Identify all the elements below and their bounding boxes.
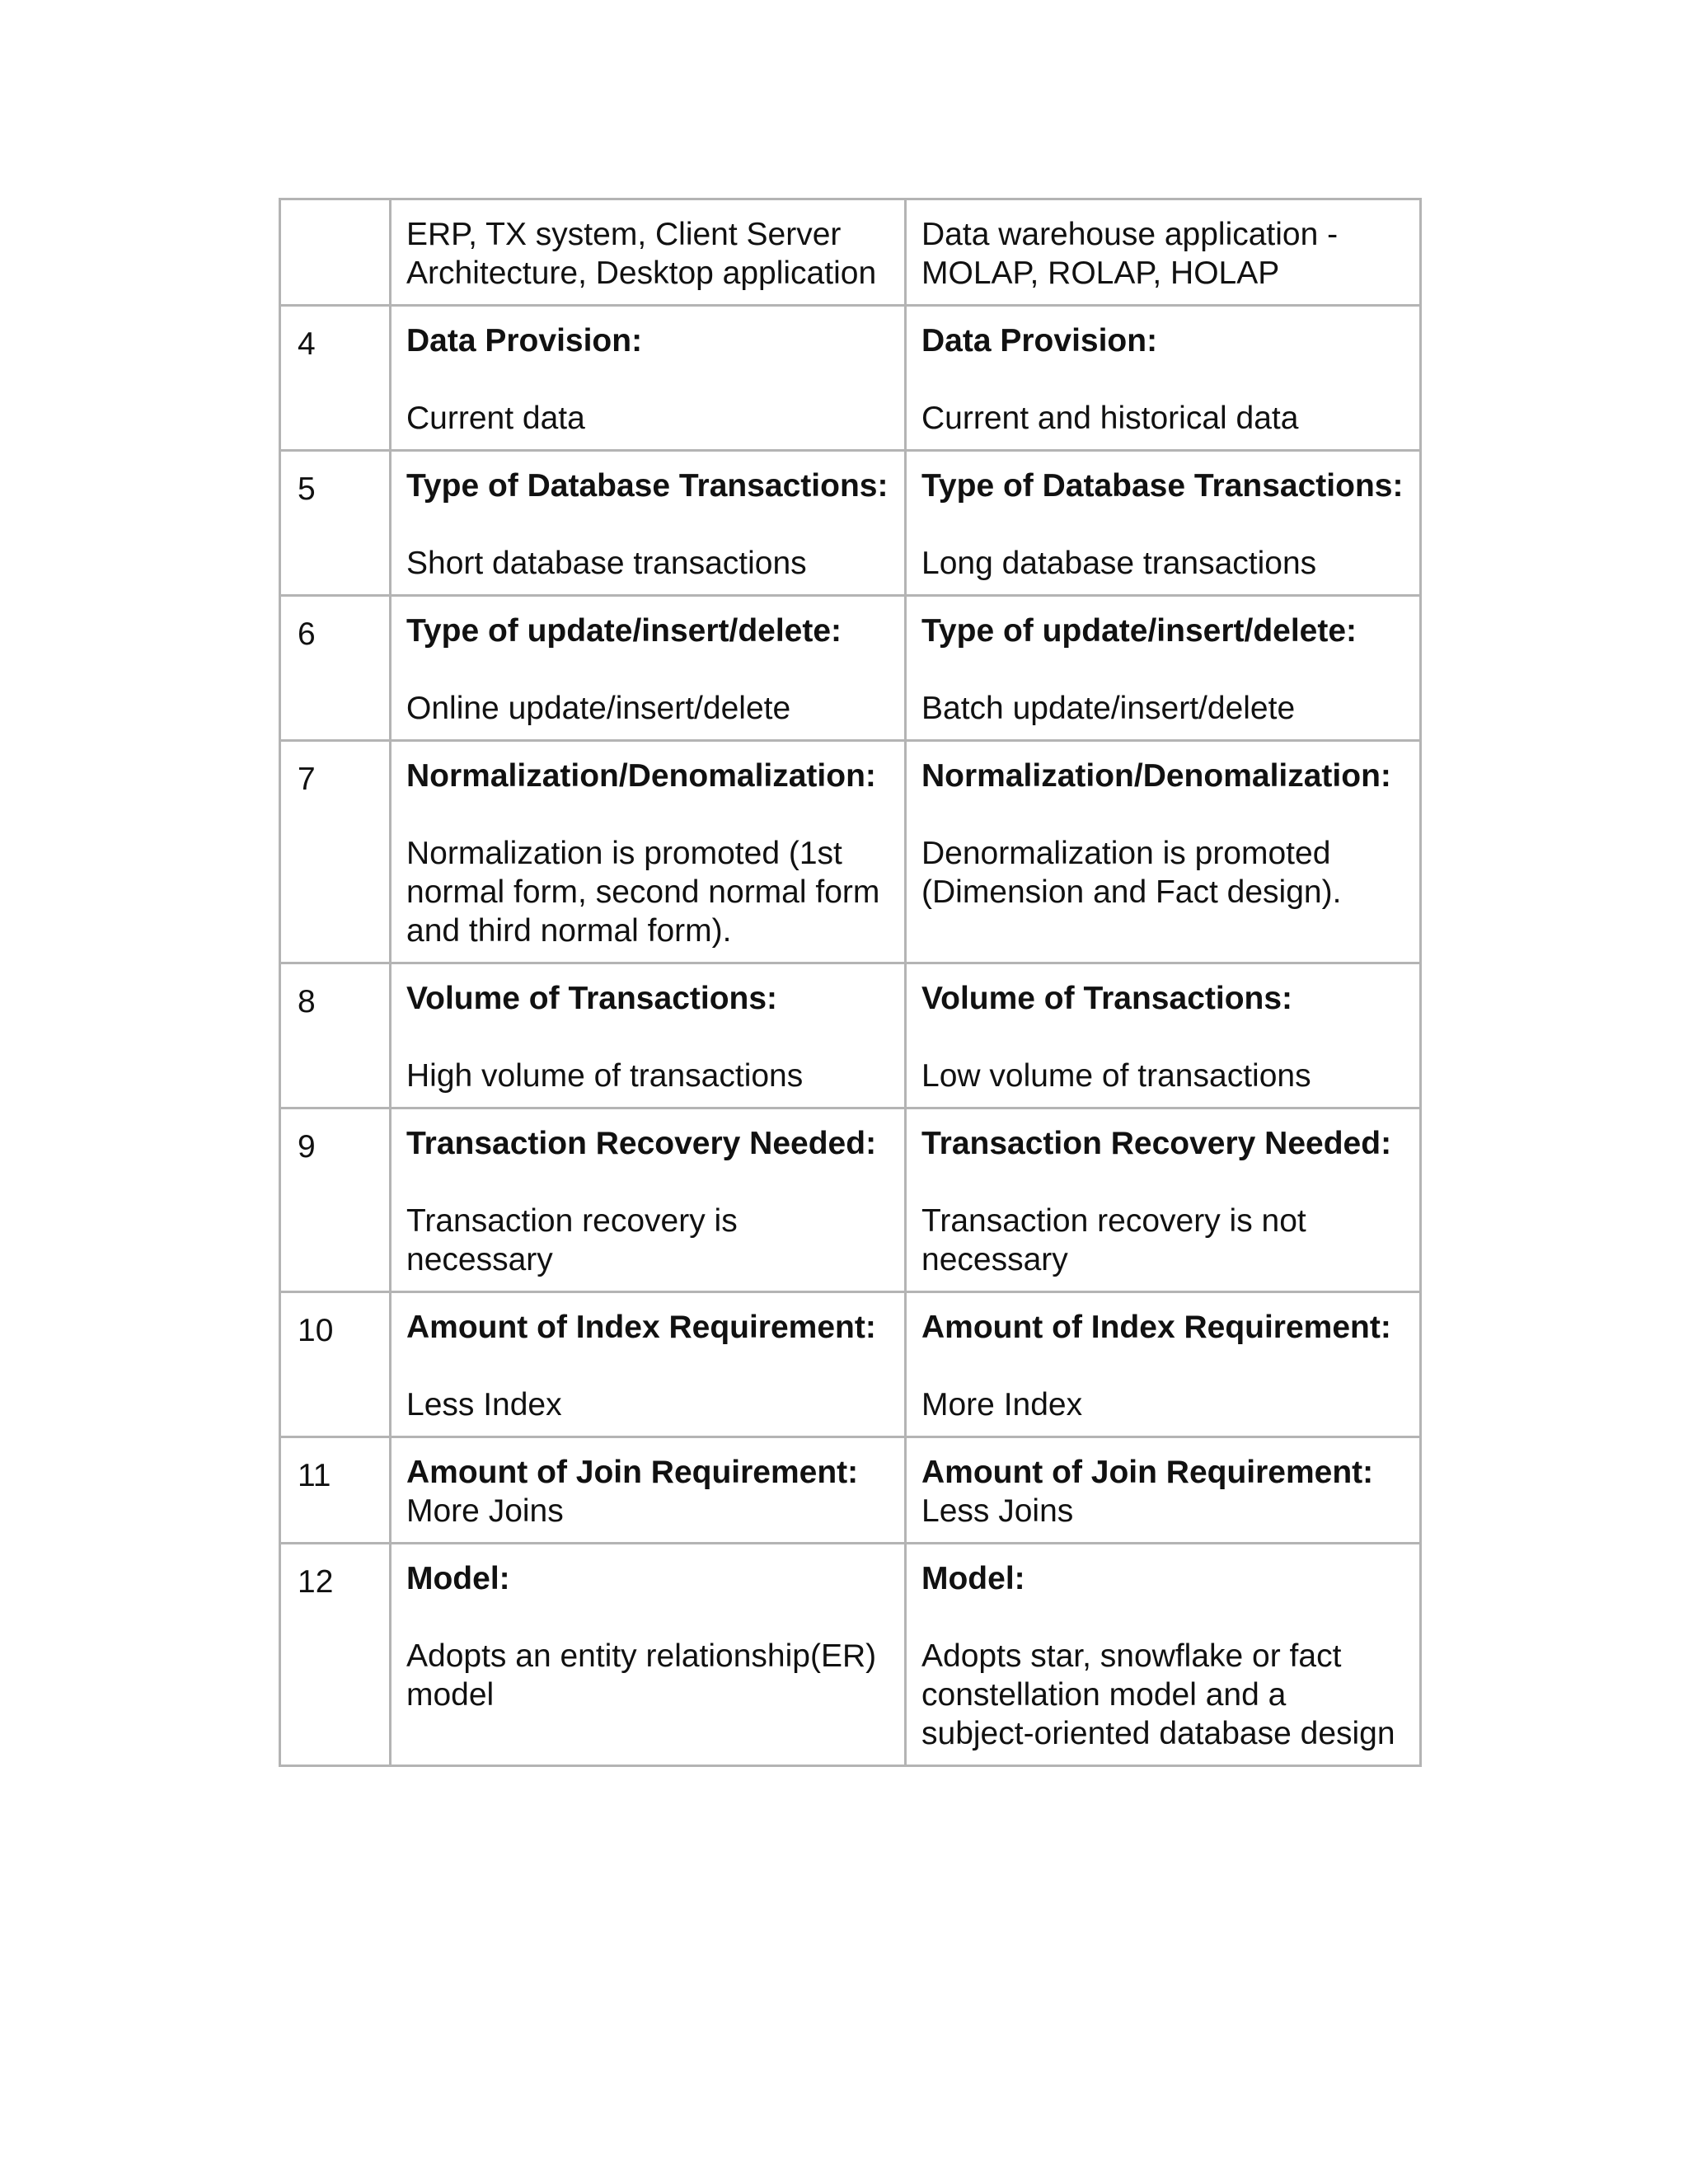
oltp-text: Short database transactions: [406, 546, 807, 581]
row-number-cell: [280, 199, 391, 306]
oltp-label: Type of update/insert/delete:: [406, 613, 842, 649]
table-row: [280, 1292, 1421, 1437]
olap-label: Volume of Transactions:: [921, 981, 1293, 1016]
olap-text: Current and historical data: [921, 401, 1299, 436]
olap-label: Amount of Join Requirement:: [921, 1455, 1374, 1490]
row-number: 8: [298, 984, 316, 1019]
oltp-cell: [391, 741, 906, 963]
oltp-text: High volume of transactions: [406, 1058, 804, 1094]
table-row: [280, 741, 1421, 963]
oltp-cell: [391, 199, 906, 306]
olap-cell: [906, 1108, 1421, 1292]
row-number: 11: [298, 1458, 331, 1493]
olap-text: More Index: [921, 1387, 1083, 1422]
olap-text: Adopts star, snowflake or fact constellation model and a subject-oriented database design: [921, 1638, 1395, 1751]
oltp-cell: [391, 451, 906, 596]
row-number: 7: [298, 762, 316, 797]
oltp-cell: [391, 1437, 906, 1544]
olap-cell: [906, 596, 1421, 741]
table-row: [280, 963, 1421, 1108]
olap-text: Denormalization is promoted (Dimension and Fact design).: [921, 836, 1342, 910]
oltp-label: Transaction Recovery Needed:: [406, 1126, 877, 1161]
row-number-cell: [280, 306, 391, 451]
row-number: 6: [298, 616, 316, 652]
oltp-text: Adopts an entity relationship(ER) model: [406, 1638, 877, 1713]
oltp-cell: [391, 963, 906, 1108]
row-number-cell: [280, 963, 391, 1108]
olap-text: Long database transactions: [921, 546, 1317, 581]
row-number: 12: [298, 1564, 334, 1600]
row-number-cell: [280, 1437, 391, 1544]
olap-text: Transaction recovery is not necessary: [921, 1203, 1306, 1277]
olap-cell: [906, 741, 1421, 963]
olap-label: Data Provision:: [921, 323, 1158, 359]
oltp-label: Type of Database Transactions:: [406, 468, 889, 504]
olap-cell: [906, 199, 1421, 306]
olap-label: Type of update/insert/delete:: [921, 613, 1357, 649]
oltp-text: Normalization is promoted (1st normal form, second normal form and third normal form).: [406, 836, 880, 949]
olap-label: Amount of Index Requirement:: [921, 1310, 1391, 1345]
oltp-text: Current data: [406, 401, 585, 436]
table-row: [280, 596, 1421, 741]
table-row: [280, 1544, 1421, 1766]
oltp-label: Volume of Transactions:: [406, 981, 778, 1016]
oltp-text: ERP, TX system, Client Server Architecture, Desktop application: [406, 217, 877, 291]
row-number-cell: [280, 741, 391, 963]
oltp-cell: [391, 1544, 906, 1766]
oltp-label: Model:: [406, 1561, 510, 1596]
oltp-label: Amount of Index Requirement:: [406, 1310, 876, 1345]
row-number-cell: [280, 1544, 391, 1766]
olap-label: Model:: [921, 1561, 1025, 1596]
row-number: 5: [298, 471, 316, 507]
oltp-text: More Joins: [406, 1493, 564, 1529]
table-row: [280, 199, 1421, 306]
row-number-cell: [280, 1108, 391, 1292]
oltp-label: Amount of Join Requirement:: [406, 1455, 859, 1490]
olap-cell: [906, 1544, 1421, 1766]
olap-label: Type of Database Transactions:: [921, 468, 1404, 504]
row-number-cell: [280, 1292, 391, 1437]
row-number-cell: [280, 596, 391, 741]
table-row: [280, 1437, 1421, 1544]
table-row: [280, 451, 1421, 596]
olap-label: Transaction Recovery Needed:: [921, 1126, 1392, 1161]
row-number: 10: [298, 1313, 334, 1348]
oltp-cell: [391, 1108, 906, 1292]
row-number: 9: [298, 1129, 316, 1165]
table-row: [280, 306, 1421, 451]
table-row: [280, 1108, 1421, 1292]
olap-text: Batch update/insert/delete: [921, 691, 1296, 726]
olap-cell: [906, 306, 1421, 451]
olap-cell: [906, 1292, 1421, 1437]
olap-cell: [906, 1437, 1421, 1544]
olap-label: Normalization/Denomalization:: [921, 758, 1391, 794]
oltp-text: Transaction recovery is necessary: [406, 1203, 738, 1277]
olap-text: Less Joins: [921, 1493, 1074, 1529]
olap-cell: [906, 451, 1421, 596]
oltp-cell: [391, 306, 906, 451]
row-number: 4: [298, 326, 316, 362]
oltp-cell: [391, 596, 906, 741]
oltp-label: Normalization/Denomalization:: [406, 758, 876, 794]
oltp-cell: [391, 1292, 906, 1437]
oltp-text: Less Index: [406, 1387, 562, 1422]
olap-text: Low volume of transactions: [921, 1058, 1311, 1094]
comparison-table: [279, 198, 1422, 1767]
oltp-label: Data Provision:: [406, 323, 643, 359]
olap-text: Data warehouse application - MOLAP, ROLAP, HOLAP: [921, 217, 1339, 291]
row-number-cell: [280, 451, 391, 596]
olap-cell: [906, 963, 1421, 1108]
oltp-text: Online update/insert/delete: [406, 691, 791, 726]
